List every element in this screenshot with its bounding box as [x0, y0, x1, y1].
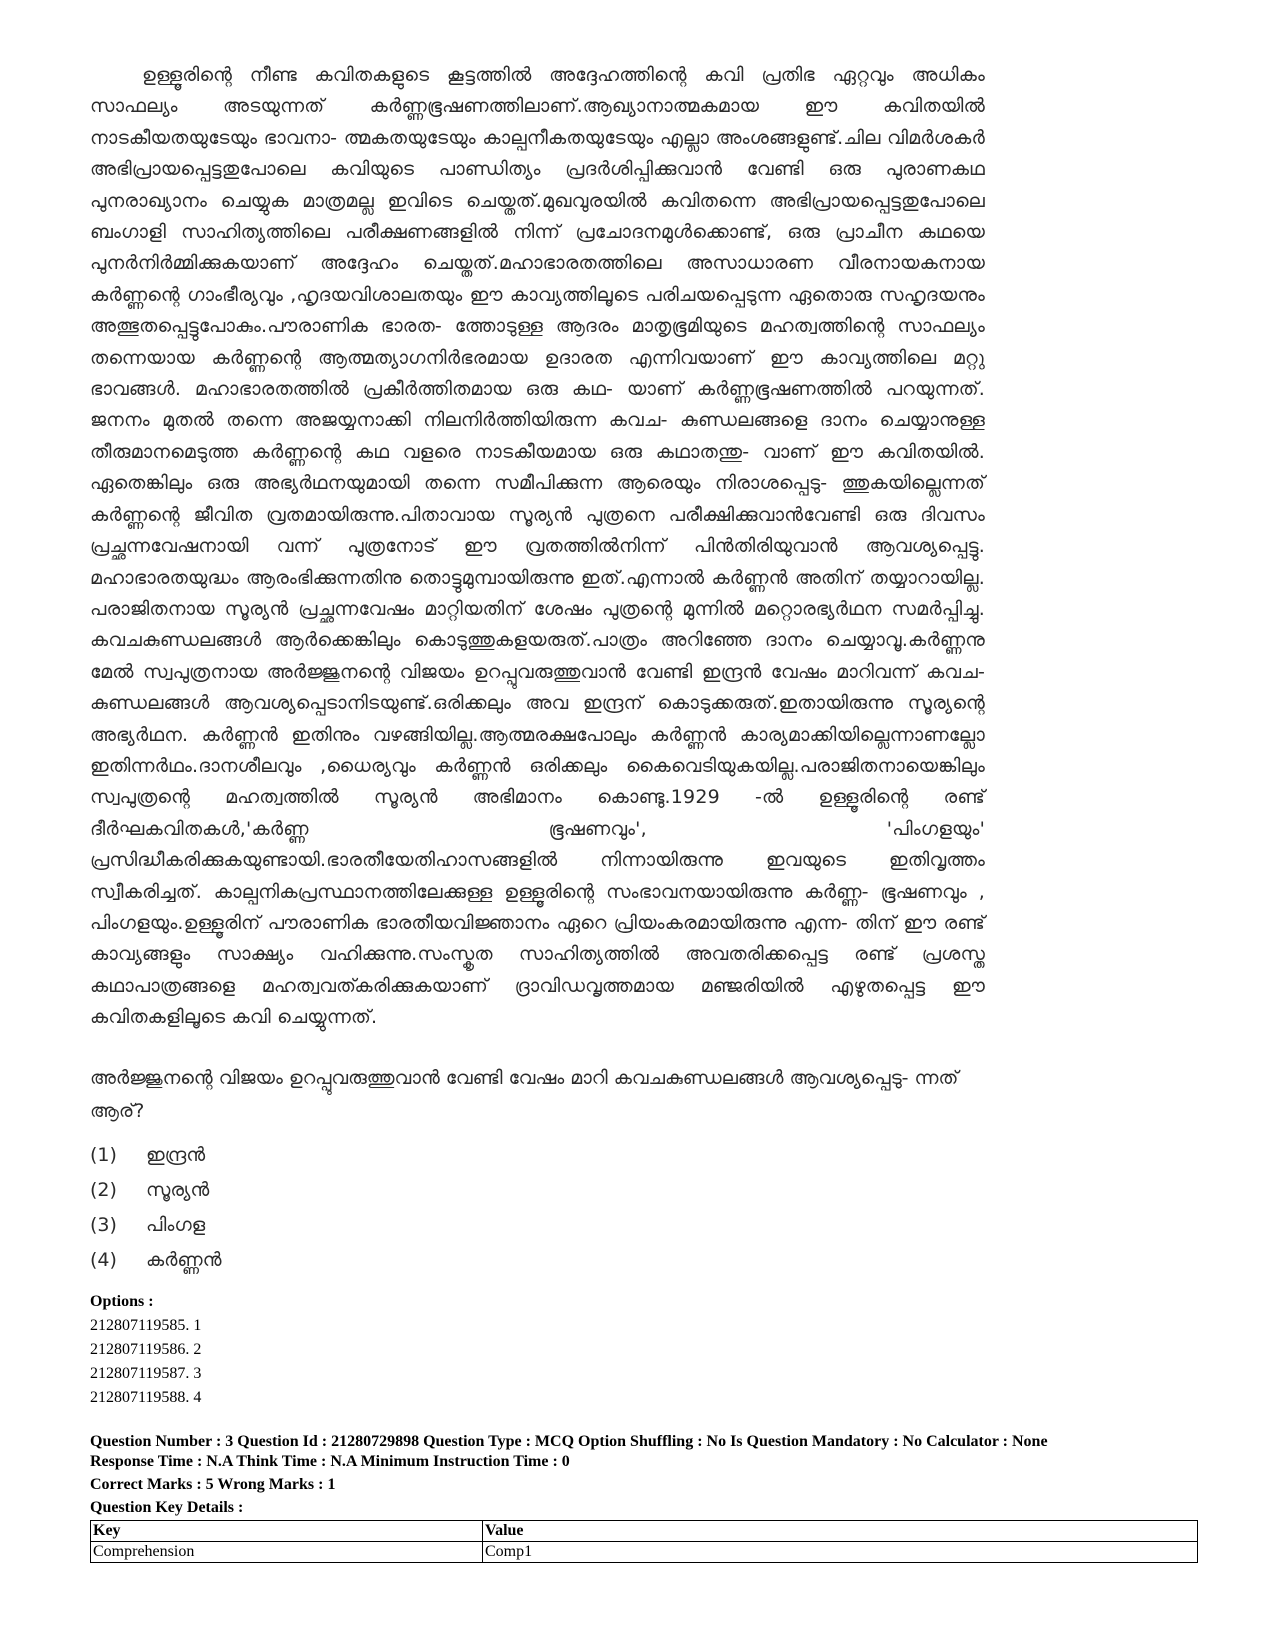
table-header-value: Value: [483, 1521, 1198, 1542]
option-text: പിംഗള: [146, 1213, 206, 1236]
option-number: (4): [90, 1248, 117, 1271]
scanned-option: [90, 1243, 985, 1278]
question-metadata: [90, 1432, 1200, 1518]
table-header-key: Key: [91, 1521, 483, 1542]
question-key-table: [90, 1520, 1198, 1563]
option-id: 212807119586. 2: [90, 1341, 202, 1358]
scanned-option: [90, 1138, 985, 1173]
table-cell-value: Comp1: [483, 1542, 1198, 1563]
scanned-option: [90, 1173, 985, 1208]
option-text: ഇന്ദ്രൻ: [146, 1143, 206, 1166]
option-id: 212807119588. 4: [90, 1389, 202, 1406]
table-cell-key: Comprehension: [91, 1542, 483, 1563]
scanned-options-list: [90, 1138, 985, 1278]
option-id: 212807119585. 1: [90, 1317, 202, 1334]
table-row: [91, 1542, 1198, 1563]
marks-info-line: Correct Marks : 5 Wrong Marks : 1: [90, 1476, 336, 1493]
table-header-row: [91, 1521, 1198, 1542]
scanned-question-image: [90, 60, 985, 1278]
option-number: (2): [90, 1178, 117, 1201]
question-text: അർജ്ജുനന്റെ വിജയം ഉറപ്പുവരുത്തുവാൻ വേണ്ടി വേഷം മാറി കവചകുണ്ഡലങ്ങൾ ആവശ്യപ്പെടു- ന്നത് ആര്?: [90, 1066, 959, 1122]
option-id: 212807119587. 3: [90, 1365, 202, 1382]
key-details-heading: Question Key Details :: [90, 1499, 244, 1516]
question-info-line: Question Number : 3 Question Id : 21280729898 Question Type : MCQ Option Shuffling : No Is Question Mandatory : No Calculator : None: [90, 1433, 1048, 1450]
options-heading: Options :: [90, 1293, 154, 1310]
option-text: സൂര്യൻ: [146, 1178, 210, 1201]
options-block: [90, 1290, 201, 1410]
option-number: (1): [90, 1143, 117, 1166]
comprehension-passage: ഉള്ളൂരിന്റെ നീണ്ട കവിതകളുടെ കൂട്ടത്തിൽ അദ്ദേഹത്തിന്റെ കവി പ്രതിഭ ഏറ്റവും അധികം സാഫല്യം അടയുന്നത് കർണ്ണഭൂഷണത്തിലാണ്.ആഖ്യാനാത്മകമായ ഈ കവിതയിൽ നാടകീയതയുടേയും ഭാവനാ- ത്മകതയുടേയും കാല്പനീകതയുടേയും എല്ലാ അംശങ്ങളുണ്ട്.ചില വിമർശകർ അഭിപ്രായപ്പെട്ടതുപോലെ കവിയുടെ പാണ്ഡിത്യം പ്രദർശിപ്പിക്കുവാൻ വേണ്ടി ഒരു പുരാണകഥ പുനരാഖ്യാനം ചെയ്യുക മാത്രമല്ല ഇവിടെ ചെയ്തത്.മുഖവുരയിൽ കവിതന്നെ അഭിപ്രായപ്പെട്ടതുപോലെ ബംഗാളി സാഹിത്യത്തിലെ പരീക്ഷണങ്ങളിൽ നിന്ന് പ്രചോദനമുൾക്കൊണ്ട്, ഒരു പ്രാചീന കഥയെ പുനർനിർമ്മിക്കുകയാണ് അദ്ദേഹം ചെയ്തത്.മഹാഭാരതത്തിലെ അസാധാരണ വീരനായകനായ കർണ്ണന്റെ ഗാംഭീര്യവും ,ഹൃദയവിശാലതയും ഈ കാവ്യത്തിലൂടെ പരിചയപ്പെടുന്ന ഏതൊരു സഹൃദയനും അത്ഭുതപ്പെട്ടുപോകും.പൗരാണിക ഭാരത- ത്തോടുള്ള ആദരം മാതൃഭൂമിയുടെ മഹത്വത്തിന്റെ സാഫല്യം തന്നെയായ കർണ്ണന്റെ ആത്മത്യാഗനിർഭരമായ ഉദാരത എന്നിവയാണ് ഈ കാവ്യത്തിലെ മറ്റു ഭാവങ്ങൾ. മഹാഭാരതത്തിൽ പ്രകീർത്തിതമായ ഒരു കഥ- യാണ് കർണ്ണഭൂഷണത്തിൽ പറയുന്നത്. ജനനം മുതൽ തന്നെ അജയ്യനാക്കി നിലനിർത്തിയിരുന്ന കവച- കുണ്ഡലങ്ങളെ ദാനം ചെയ്യാനുള്ള തീരുമാനമെടുത്ത കർണ്ണന്റെ കഥ വളരെ നാടകീയമായ ഒരു കഥാതന്തു- വാണ് ഈ കവിതയിൽ. ഏതെങ്കിലും ഒരു അഭ്യർഥനയുമായി തന്നെ സമീപിക്കുന്ന ആരെയും നിരാശപ്പെടു- ത്തുകയില്ലെന്നത് കർണ്ണന്റെ ജീവിത വ്രതമായിരുന്നു.പിതാവായ സൂര്യൻ പുത്രനെ പരീക്ഷിക്കുവാൻവേണ്ടി ഒരു ദിവസം പ്രച്ഛന്നവേഷനായി വന്ന് പുത്രനോട് ഈ വ്രതത്തിൽനിന്ന് പിൻതിരിയുവാൻ ആവശ്യപ്പെട്ടു. മഹാഭാരതയുദ്ധം ആരംഭിക്കുന്നതിനു തൊട്ടുമുമ്പായിരുന്നു ഇത്.എന്നാൽ കർണ്ണൻ അതിന് തയ്യാറായില്ല. പരാജിതനായ സൂര്യൻ പ്രച്ഛന്നവേഷം മാറ്റിയതിന് ശേഷം പുത്രന്റെ മുന്നിൽ മറ്റൊരഭ്യർഥന സമർപ്പിച്ചു. കവചകുണ്ഡലങ്ങൾ ആർക്കെങ്കിലും കൊടുത്തുകളയരുത്.പാത്രം അറിഞ്ഞേ ദാനം ചെയ്യാവൂ.കർണ്ണനു മേൽ സ്വപുത്രനായ അർജ്ജുനന്റെ വിജയം ഉറപ്പുവരുത്തുവാൻ വേണ്ടി ഇന്ദ്രൻ വേഷം മാറിവന്ന് കവച- കുണ്ഡലങ്ങൾ ആവശ്യപ്പെടാനിടയുണ്ട്.ഒരിക്കലും അവ ഇന്ദ്രന് കൊടുക്കരുത്.ഇതായിരുന്നു സൂര്യന്റെ അഭ്യർഥന. കർണ്ണൻ ഇതിനും വഴങ്ങിയില്ല.ആത്മരക്ഷപോലും കർണ്ണൻ കാര്യമാക്കിയില്ലെന്നാണല്ലോ ഇതിന്നർഥം.ദാനശീലവും ,ധൈര്യവും കർണ്ണൻ ഒരിക്കലും കൈവെടിയുകയില്ല.പരാജിതനായെങ്കിലും സ്വപുത്രന്റെ മഹത്വത്തിൽ സൂര്യൻ അഭിമാനം കൊണ്ടു.1929 -ൽ ഉള്ളൂരിന്റെ രണ്ട് ദീർഘകവിതകൾ,'കർണ്ണ ഭൂഷണവും', 'പിംഗളയും' പ്രസിദ്ധീകരിക്കുകയുണ്ടായി.ഭാരതീയേതിഹാസങ്ങളിൽ നിന്നായിരുന്നു ഇവയുടെ ഇതിവൃത്തം സ്വീകരിച്ചത്. കാല്പനികപ്രസ്ഥാനത്തിലേക്കുള്ള ഉള്ളൂരിന്റെ സംഭാവനയായിരുന്നു കർണ്ണ- ഭൂഷണവും , പിംഗളയും.ഉള്ളൂരിന് പൗരാണിക ഭാരതീയവിജ്ഞാനം ഏറെ പ്രിയംകരമായിരുന്നു എന്ന- തിന് ഈ രണ്ട് കാവ്യങ്ങളും സാക്ഷ്യം വഹിക്കുന്നു.സംസ്കൃത സാഹിത്യത്തിൽ അവതരിക്കപ്പെട്ട രണ്ട് പ്രശസ്ത കഥാപാത്രങ്ങളെ മഹത്വവത്കരിക്കുകയാണ് ദ്രാവിഡവൃത്തമായ മഞ്ജരിയിൽ എഴുതപ്പെട്ട ഈ കവിതകളിലൂടെ കവി ചെയ്യുന്നത്.: [90, 64, 985, 1029]
option-number: (3): [90, 1213, 117, 1236]
scanned-option: [90, 1208, 985, 1243]
timing-info-line: Response Time : N.A Think Time : N.A Minimum Instruction Time : 0: [90, 1453, 570, 1470]
option-text: കർണ്ണൻ: [146, 1248, 222, 1271]
